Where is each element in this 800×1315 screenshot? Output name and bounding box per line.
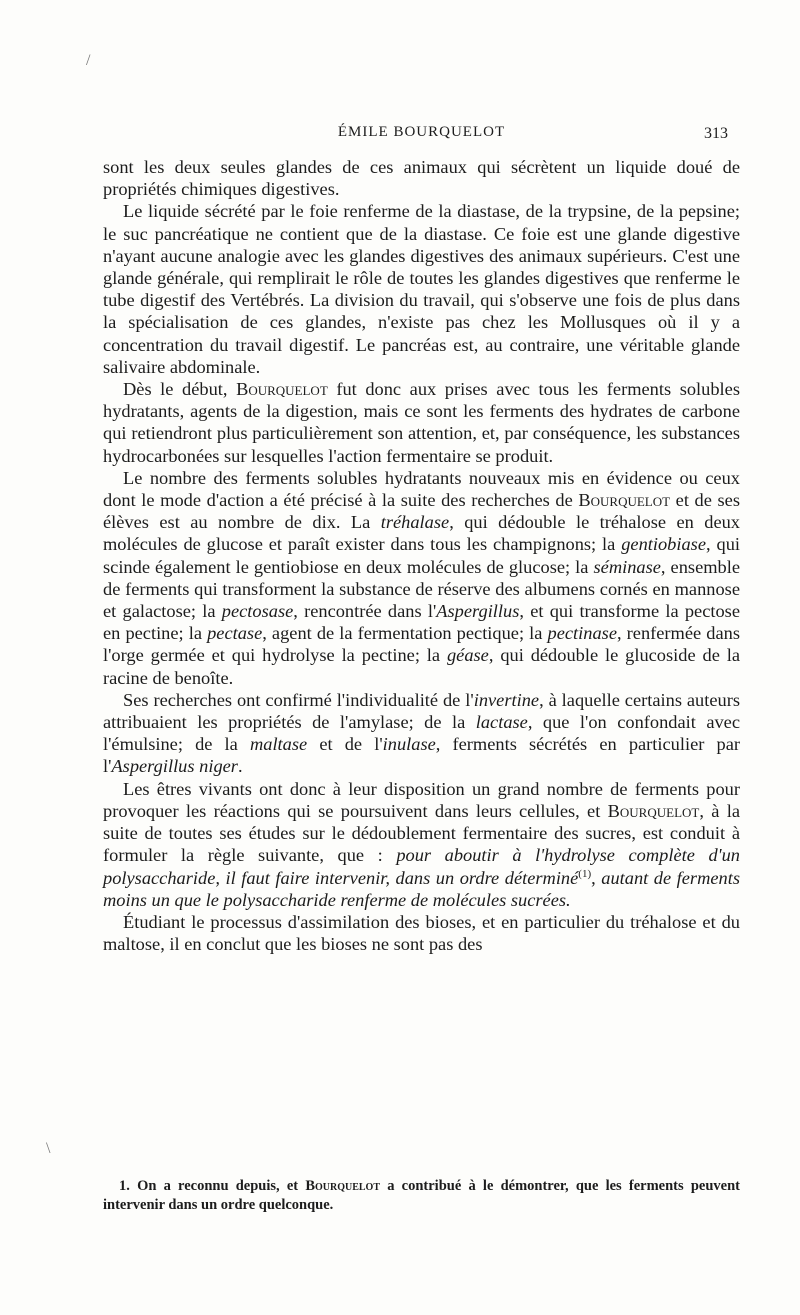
italic-term: Aspergillus niger bbox=[111, 756, 238, 777]
footnote bbox=[103, 1177, 740, 1215]
text-run: , qui dédouble le glucoside de la racine de benoîte. bbox=[103, 645, 741, 688]
text-run: Les êtres vivants ont donc à leur disposition un grand nombre de ferments pour provoquer les réactions qui se poursuivent dans leurs cellules, et bbox=[103, 778, 740, 821]
footnote-reference: (1) bbox=[578, 867, 592, 880]
paragraph bbox=[103, 156, 740, 200]
text-run: , que l'on confondait avec l'émulsine; de la bbox=[103, 712, 740, 755]
text-run: , rencontrée dans l' bbox=[293, 601, 437, 622]
text-run: , bbox=[591, 867, 602, 888]
author-name: Bourquelot bbox=[578, 490, 671, 511]
scan-mark: / bbox=[86, 52, 91, 69]
text-run: a contribué à le démontrer, que les ferments peuvent intervenir dans un ordre quelconque. bbox=[103, 1178, 740, 1213]
italic-term: autant de ferments moins un que le polysaccharide renferme de molécules sucrées. bbox=[103, 867, 740, 910]
author-name: Bourquelot bbox=[607, 800, 700, 821]
paragraph bbox=[103, 911, 740, 955]
text-run: . bbox=[237, 756, 243, 777]
author-name: Bourquelot bbox=[236, 379, 328, 400]
italic-term: inulase bbox=[382, 734, 436, 755]
italic-term: géase bbox=[446, 645, 489, 666]
text-run: fut donc aux prises avec tous les ferments solubles hydratants, agents de la digestion, mais ce sont les ferments des hydrates de carbone qui retiendront plus particulièrement son attention, et, par conséquence, les substances hydrocarbonées sur lesquelles l'action fermentaire se produit. bbox=[103, 379, 740, 466]
text-run: , ferments sécrétés en particulier par l' bbox=[103, 734, 740, 777]
paragraph bbox=[103, 778, 740, 911]
paragraph bbox=[103, 689, 740, 778]
text-run: Le nombre des ferments solubles hydratants nouveaux mis en évidence ou ceux dont le mode d'action a été précisé à la suite des recherches de bbox=[103, 467, 740, 511]
italic-term: lactase bbox=[475, 712, 528, 733]
paragraph bbox=[103, 200, 740, 378]
italic-term: Aspergillus bbox=[436, 601, 520, 622]
text-run: , à laquelle certains auteurs attribuaient les propriétés de l'amylase; de la bbox=[103, 689, 740, 733]
italic-term: pour aboutir à l'hydrolyse complète d'un polysaccharide, il faut faire intervenir, dans un ordre déterminé bbox=[103, 845, 740, 888]
text-run: , à la suite de toutes ses études sur le dédoublement fermentaire des sucres, est conduit à formuler la règle suivante, que : bbox=[103, 800, 740, 866]
italic-term: séminase bbox=[593, 556, 661, 577]
text-run: Le liquide sécrété par le foie renferme de la diastase, de la trypsine, de la pepsine; le suc pancréatique ne contient que de la diastase. Ce foie est une glande digestive n'ayant aucune analogie avec les glandes digestives des animaux supérieurs. C'est une glande générale, qui remplirait le rôle de toutes les glandes digestives que renferme le tube digestif des Vertébrés. La division du travail, qui s'observe une fois de plus dans la spécialisation de ces glandes, n'existe pas chez les Mollusques où il y a concentration du travail digestif. Le pancréas est, au contraire, une véritable glande salivaire abdominale. bbox=[103, 201, 740, 377]
text-run: sont les deux seules glandes de ces animaux qui sécrètent un liquide doué de propriétés chimiques digestives. bbox=[103, 157, 740, 200]
author-name: Bourquelot bbox=[305, 1178, 381, 1194]
text-run: Étudiant le processus d'assimilation des bioses, et en particulier du tréhalose et du maltose, il en conclut que les bioses ne sont pas des bbox=[103, 911, 740, 955]
page-header bbox=[103, 124, 740, 148]
scan-mark: \ bbox=[46, 1140, 51, 1157]
text-run: et de l' bbox=[307, 734, 383, 755]
text-run: et de ses élèves est au nombre de dix. La bbox=[103, 490, 740, 533]
body-text bbox=[103, 156, 740, 955]
text-run: , agent de la fermentation pectique; la bbox=[262, 623, 548, 644]
text-run: , qui scinde également le gentiobiose en deux molécules de glucose; la bbox=[103, 534, 740, 577]
paragraph bbox=[103, 378, 740, 467]
text-run: , ensemble de ferments qui transforment la substance de réserve des albumens cornés en mannose et galactose; la bbox=[103, 556, 740, 622]
text-run: , renfermée dans l'orge germée et qui hydrolyse la pectine; la bbox=[103, 623, 740, 666]
text-run: , et qui transforme la pectose en pectine; la bbox=[103, 601, 740, 644]
text-run: , qui dédouble le tréhalose en deux molécules de glucose et paraît exister dans tous les champignons; la bbox=[103, 512, 740, 555]
text-run: 1. On a reconnu depuis, et bbox=[119, 1178, 306, 1194]
italic-term: pectosase bbox=[221, 601, 294, 622]
italic-term: tréhalase bbox=[380, 512, 450, 533]
italic-term: pectase bbox=[207, 623, 263, 644]
italic-term: pectinase bbox=[547, 623, 617, 644]
italic-term: maltase bbox=[249, 734, 308, 755]
text-run: Dès le début, bbox=[123, 379, 237, 400]
italic-term: invertine bbox=[473, 689, 540, 710]
paragraph bbox=[103, 467, 740, 689]
text-run: Ses recherches ont confirmé l'individualité de l' bbox=[123, 689, 474, 710]
page-number: 313 bbox=[704, 125, 728, 142]
italic-term: gentiobiase bbox=[621, 534, 707, 555]
running-title: ÉMILE BOURQUELOT bbox=[337, 124, 506, 140]
